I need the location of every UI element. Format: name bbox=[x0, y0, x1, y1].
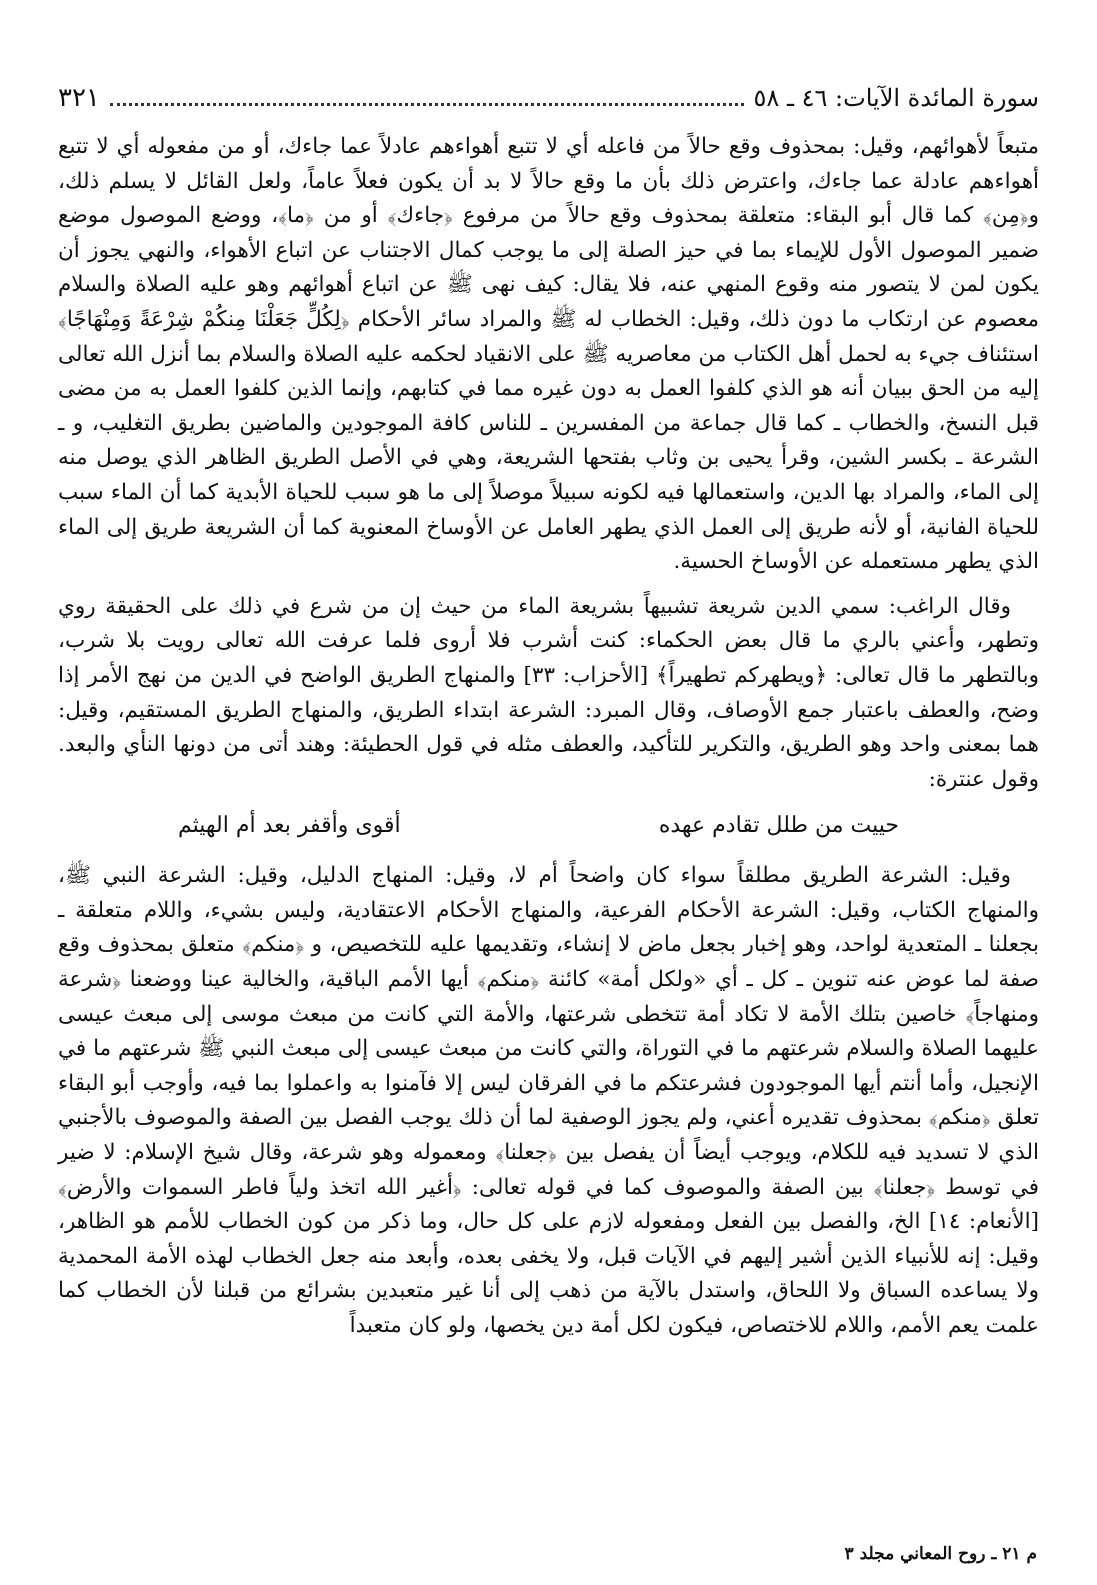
verse-second-hemistich: أقوى وأقفر بعد أم الهيثم bbox=[178, 813, 401, 839]
body-text bbox=[58, 130, 1039, 1344]
paragraph-3: وقيل: الشرعة الطريق مطلقاً سواء كان واضحاً أم لا، وقيل: المنهاج الدليل، وقيل: الشرعة النبي ﷺ، والمنهاج الكتاب، وقيل: الشرعة الأحكام الفرعية، والمنهاج الأحكام الاعتقادية، وليس بشيء، واللام متعلقة ـ بجعلنا ـ المتعدية لواحد، وهو إخبار بجعل ماض لا إنشاء، وتقديمها عليه للتخصيص، و ﴿منكم﴾ متعلق بمحذوف وقع صفة لما عوض عنه تنوين ـ كل ـ أي «ولكل أمة» كائنة ﴿منكم﴾ أيها الأمم الباقية، والخالية عينا ووضعنا ﴿شرعة ومنهاجاً﴾ خاصين بتلك الأمة لا تكاد أمة تتخطى شرعتها، والأمة التي كانت من مبعث موسى إلى مبعث عيسى عليهما الصلاة والسلام شرعتهم ما في التوراة، والتي كانت من مبعث عيسى إلى مبعث النبي ﷺ شرعتهم ما في الإنجيل، وأما أنتم أيها الموجودون فشرعتكم ما في الفرقان ليس إلا فآمنوا به واعملوا بما فيه، وأوجب أبو البقاء تعلق ﴿منكم﴾ بمحذوف تقديره أعني، ولم يجوز الوصفية لما أن ذلك يوجب الفصل بين الصفة والموصوف بالأجنبي الذي لا تسديد فيه للكلام، ويوجب أيضاً أن يفصل بين ﴿جعلنا﴾ ومعموله وهو شرعة، وقال شيخ الإسلام: لا ضير في توسط ﴿جعلنا﴾ بين الصفة والموصوف كما في قوله تعالى: ﴿أغير الله اتخذ ولياً فاطر السموات والأرض﴾ [الأنعام: ١٤] الخ، والفصل بين الفعل ومفعوله لازم على كل حال، وما ذكر من كون الخطاب للأمم هو الظاهر، وقيل: إنه للأنبياء الذين أشير إليهم في الآيات قبل، ولا يخفى بعده، وأبعد منه جعل الخطاب لهذه الأمة المحمدية ولا يساعده السباق ولا اللحاق، واستدل بالآية من ذهب إلى أنا غير متعبدين بشرائع من قبلنا لأن الخطاب كما علمت يعم الأمم، واللام للاختصاص، فيكون لكل أمة دين يخصها، ولو كان متعبداً bbox=[58, 863, 1040, 1338]
header-title: سورة المائدة الآيات: ٤٦ ـ ٥٨ bbox=[753, 84, 1039, 112]
header-dotted-leader bbox=[110, 103, 744, 106]
paragraph-2: وقال الراغب: سمي الدين شريعة تشبيهاً بشريعة الماء من حيث إن من شرع في ذلك على الحقيقة روي وتطهر، وأعني بالري ما قال بعض الحكماء: كنت أشرب فلا أروى فلما عرفت الله تعالى رويت بلا شرب، وبالتطهر ما قال تعالى: ﴿ويطهركم تطهيراً﴾ [الأحزاب: ٣٣] والمنهاج الطريق الواضح في الدين من نهج الأمر إذا وضح، والعطف باعتبار جمع الأوصاف، وقال المبرد: الشرعة ابتداء الطريق، والمنهاج الطريق المستقيم، وقيل: هما بمعنى واحد وهو الطريق، والتكرير للتأكيد، والعطف مثله في قول الحطيئة: وهند أتى من دونها النأي والبعد. وقول عنترة: bbox=[58, 593, 1039, 792]
page-number: ٣٢١ bbox=[58, 83, 100, 113]
paragraph-1: متبعاً لأهوائهم، وقيل: بمحذوف وقع حالاً من فاعله أي لا تتبع أهواءهم عادلاً عما جاءك، أو من مفعوله أي لا تتبع أهواءهم عادلة عما جاءك، واعترض ذلك بأن ما وقع حالاً لا بد أن يكون فعلاً عاماً، ولعل القائل لا يسلم ذلك، و﴿مِن﴾ كما قال أبو البقاء: متعلقة بمحذوف وقع حالاً من مرفوع ﴿جاءك﴾ أو من ﴿ما﴾، ووضع الموصول موضع ضمير الموصول الأول للإيماء بما في حيز الصلة إلى ما يوجب كمال الاجتناب عن اتباع الأهواء، والنهي يجوز أن يكون لمن لا يتصور منه وقوع المنهي عنه، فلا يقال: كيف نهى ﷺ عن اتباع أهوائهم وهو عليه الصلاة والسلام معصوم عن ارتكاب ما دون ذلك، وقيل: الخطاب له ﷺ والمراد سائر الأحكام ﴿لِكُلٍّ جَعَلْنَا مِنكُمْ شِرْعَةً وَمِنْهَاجًا﴾ استئناف جيء به لحمل أهل الكتاب من معاصريه ﷺ على الانقياد لحكمه عليه الصلاة والسلام بما أنزل الله تعالى إليه من الحق ببيان أنه هو الذي كلفوا العمل به دون غيره مما في كتابهم، وإنما الذين كلفوا العمل به من مضى قبل النسخ، والخطاب ـ كما قال جماعة من المفسرين ـ للناس كافة الموجودين والماضين بطريق التغليب، و ـ الشرعة ـ بكسر الشين، وقرأ يحيى بن وثاب بفتحها الشريعة، وهي في الأصل الطريق الظاهر الذي يوصل منه إلى الماء، والمراد بها الدين، واستعمالها فيه لكونه سبيلاً موصلاً إلى ما هو سبب للحياة الأبدية كما أن الماء سبب للحياة الفانية، أو لأنه طريق إلى العمل الذي يطهر العامل عن الأوساخ المعنوية كما أن الشريعة طريق إلى الماء الذي يطهر مستعمله عن الأوساخ الحسية. bbox=[58, 134, 1039, 575]
verse-first-hemistich: حييت من طلل تقادم عهده bbox=[658, 813, 899, 839]
signature-mark: م ٢١ ـ روح المعاني مجلد ٣ bbox=[844, 1544, 1037, 1564]
running-header bbox=[58, 82, 1039, 120]
poetry-verse bbox=[58, 797, 1039, 859]
